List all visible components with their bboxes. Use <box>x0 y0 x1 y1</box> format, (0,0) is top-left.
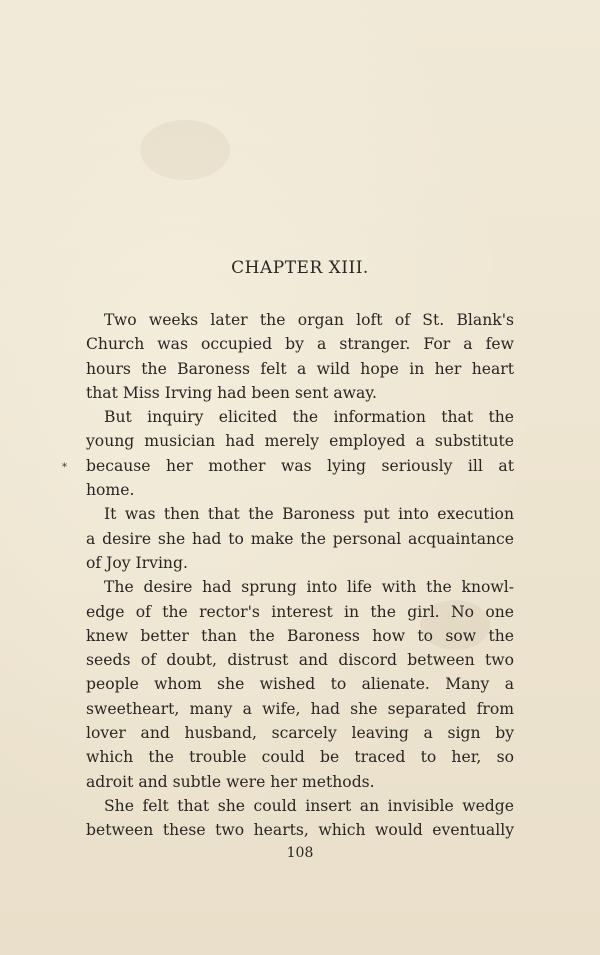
text-line: She felt that she could insert an invisible wedge <box>104 796 514 815</box>
page-number: 108 <box>286 845 314 861</box>
paper-stain <box>140 120 230 180</box>
chapter-title: CHAPTER XIII. <box>231 258 369 278</box>
text-line: edge of the rector's interest in the girl. No one <box>86 602 514 621</box>
paragraph <box>86 405 514 502</box>
text-line: of Joy Irving. <box>86 553 188 572</box>
paragraph <box>86 794 514 843</box>
text-line: Church was occupied by a stranger. For a few <box>86 335 514 354</box>
text-line: But inquiry elicited the information that the <box>104 408 514 427</box>
text-line: seeds of doubt, distrust and discord between two <box>86 651 514 670</box>
text-line: knew better than the Baroness how to sow the <box>86 626 514 645</box>
text-line: sweetheart, many a wife, had she separated from <box>86 699 514 718</box>
text-line: hours the Baroness felt a wild hope in her heart <box>86 359 514 378</box>
text-line: a desire she had to make the personal acquaintance <box>86 529 514 548</box>
text-line: which the trouble could be traced to her, so <box>86 748 514 767</box>
text-line: between these two hearts, which would eventually <box>86 821 514 840</box>
margin-mark: * <box>62 462 67 473</box>
paragraph <box>86 308 514 405</box>
text-line: people whom she wished to alienate. Many a <box>86 675 514 694</box>
text-line: because her mother was lying seriously ill at <box>86 456 514 475</box>
text-line: that Miss Irving had been sent away. <box>86 383 377 402</box>
text-line: adroit and subtle were her methods. <box>86 772 375 791</box>
paragraph <box>86 575 514 794</box>
text-line: The desire had sprung into life with the knowl- <box>104 578 514 597</box>
paragraph <box>86 502 514 575</box>
text-line: lover and husband, scarcely leaving a sign by <box>86 724 514 743</box>
body-text <box>86 308 514 843</box>
text-line: It was then that the Baroness put into execution <box>104 505 514 524</box>
text-line: young musician had merely employed a substitute <box>86 432 514 451</box>
text-line: home. <box>86 481 135 500</box>
text-line: Two weeks later the organ loft of St. Blank's <box>104 311 514 329</box>
